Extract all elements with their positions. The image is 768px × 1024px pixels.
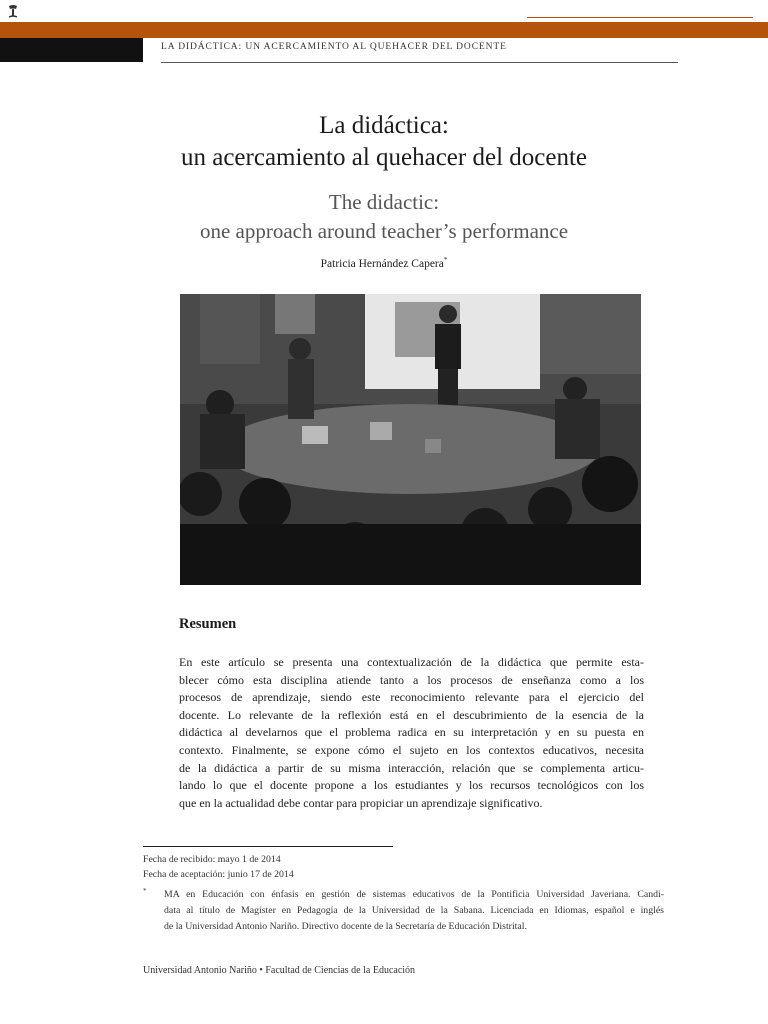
author-footnote-mark: *: [443, 256, 448, 264]
abstract-line: blecer cómo esta disciplina atiende tanto a los procesos de enseñanza como a los: [179, 672, 644, 687]
abstract-line: lando lo que el docente propone a los estudiantes y los recursos tecnológicos con los: [179, 778, 644, 793]
received-date: Fecha de recibido: mayo 1 de 2014: [143, 854, 281, 865]
top-accent-line: [527, 17, 753, 18]
accepted-date: Fecha de aceptación: junio 17 de 2014: [143, 869, 294, 880]
article-subtitle-line1: The didactic:: [328, 190, 440, 214]
author-name: Patricia Hernández Capera: [320, 257, 444, 270]
footnote-rule: [143, 846, 393, 847]
book-figure-icon: [4, 2, 22, 20]
classroom-photo: [180, 294, 641, 585]
footnote-line: MA en Educación con énfasis en gestión de sistemas educativos de la Pontificia Universidad Javeriana. Candi-: [164, 889, 664, 900]
running-head: LA DIDÁCTICA: UN ACERCAMIENTO AL QUEHACER DEL DOCENTE: [161, 42, 507, 52]
top-accent-bar: [0, 22, 768, 38]
abstract-line: contexto. Finalmente, se expone cómo el sujeto en los contextos educativos, necesita: [179, 742, 644, 757]
abstract-line: docente. Lo relevante de la reflexión está en el descubrimiento de la esencia de la: [179, 707, 644, 722]
article-title-line1: La didáctica:: [319, 112, 449, 139]
header-rule: [161, 62, 678, 63]
abstract-line: En este artículo se presenta una contextualización de la didáctica que permite esta-: [179, 655, 644, 669]
header-black-block: [0, 38, 143, 62]
article-title-line2: un acercamiento al quehacer del docente: [180, 144, 588, 171]
page-footer: Universidad Antonio Nariño • Facultad de Ciencias de la Educación: [143, 965, 416, 976]
abstract-line: procesos de aprendizaje, siendo este reconocimiento relevante para el ejercicio del: [179, 690, 644, 705]
abstract-line: de la didáctica a partir de su misma interacción, relación que se complementa articu-: [179, 760, 644, 775]
article-subtitle-line2: one approach around teacher’s performance: [199, 219, 569, 243]
abstract-line: didáctica al develarnos que el problema radica en su interpretación y en su puesta en: [179, 725, 644, 740]
abstract-body: [179, 654, 644, 812]
footnote-line: de la Universidad Antonio Nariño. Directivo docente de la Secretaría de Educación Distrital.: [164, 921, 527, 932]
abstract-line: que en la actualidad debe contar para propiciar un aprendizaje significativo.: [179, 795, 543, 810]
author: [0, 256, 768, 270]
footnote-mark: *: [143, 887, 147, 895]
footnote-text: [164, 887, 664, 935]
footnote-line: data al título de Magíster en Pedagogía de la Universidad de la Sabana. Licenciada en Idiomas, español e inglés: [164, 905, 664, 916]
abstract-heading: Resumen: [179, 616, 237, 632]
